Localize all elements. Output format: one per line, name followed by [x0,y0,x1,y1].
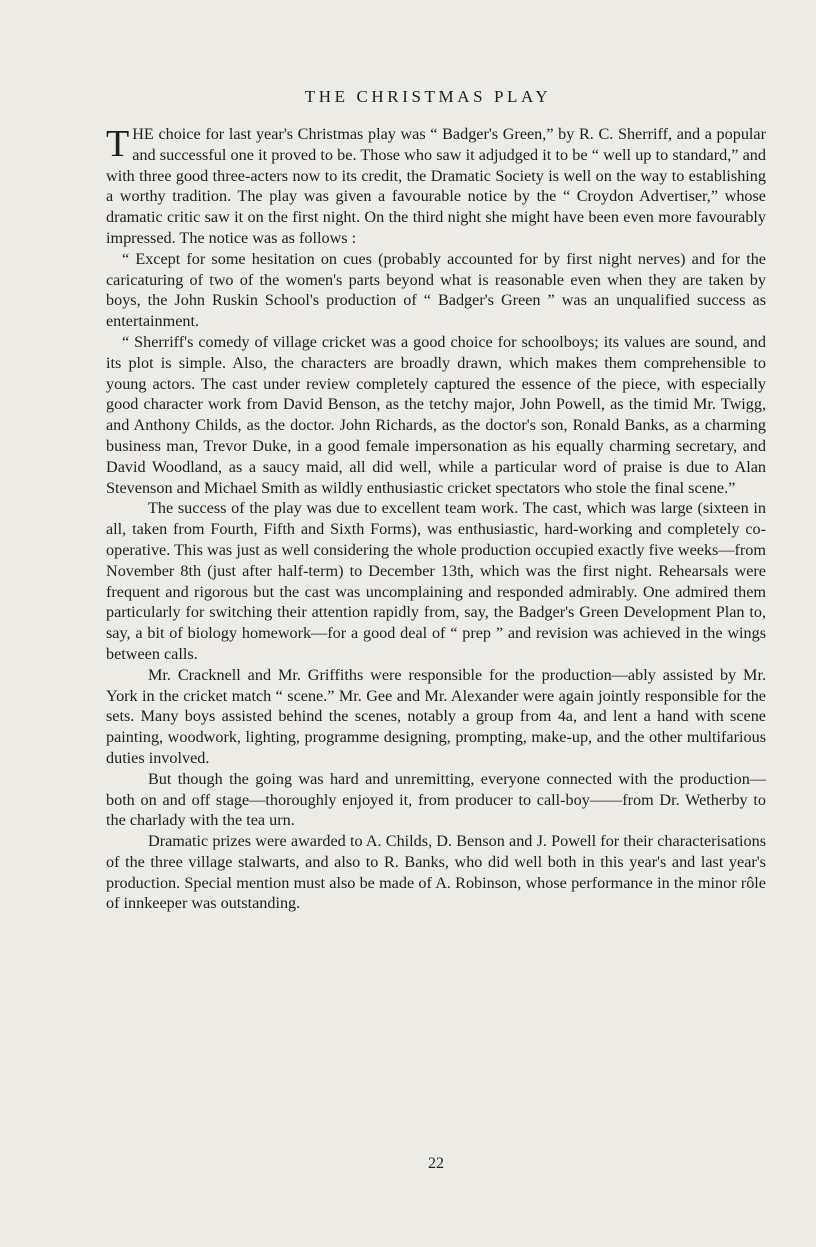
paragraph-intro-text: HE choice for last year's Christmas play was “ Badger's Green,” by R. C. Sherriff, and a popular and successful one it proved to be. Those who saw it adjudged it to be “ well up to standard,” and with three good three-acters now to its credit, the Dramatic Society is well on the way to establishing a worthy tradition. The play was given a favourable notice by the “ Croydon Advertiser,” whose dramatic critic saw it on the first night. On the third night she might have been even more favourably impressed. The notice was as follows : [106,125,766,247]
paragraph-production: Mr. Cracknell and Mr. Griffiths were responsible for the production—ably assisted by Mr. York in the cricket match “ scene.” Mr. Gee and Mr. Alexander were again jointly responsible for the sets. Many boys assisted behind the scenes, notably a group from 4a, and lent a hand with scene painting, woodwork, lighting, programme designing, prompting, make-up, and the other multifarious duties involved. [106,665,766,767]
drop-cap: T [106,123,130,165]
paragraph-team-work: The success of the play was due to excellent team work. The cast, which was large (sixteen in all, taken from Fourth, Fifth and Sixth Forms), was enthusiastic, hard-working and completely co-operative. This was just as well considering the whole production occupied exactly five weeks—from November 8th (just after half-term) to December 13th, which was the first night. Rehearsals were frequent and rigorous but the cast was uncomplaining and responded admirably. One admired them particularly for switching their attention rapidly from, say, the Badger's Green Development Plan to, say, a bit of biology homework—for a good deal of “ prep ” and revision was achieved in the wings between calls. [106,499,766,663]
page-number: 22 [428,1155,444,1172]
paragraph-intro [106,124,766,249]
paragraph-enjoyment: But though the going was hard and unremitting, everyone connected with the production—both on and off stage—thoroughly enjoyed it, from producer to call-boy——from Dr. Wetherby to the charlady with the tea urn. [106,769,766,830]
paragraph-prizes: Dramatic prizes were awarded to A. Childs, D. Benson and J. Powell for their characterisations of the three village stalwarts, and also to R. Banks, who did well both in this year's and last year's production. Special mention must also be made of A. Robinson, whose performance in the minor rôle of innkeeper was outstanding. [106,832,766,913]
paragraph-quote-2: “ Sherriff's comedy of village cricket was a good choice for schoolboys; its values are sound, and its plot is simple. Also, the characters are broadly drawn, which makes them comprehensible to young actors. The cast under review completely captured the essence of the piece, with especially good character work from David Benson, as the tetchy major, John Powell, as the timid Mr. Twigg, and Anthony Childs, as the doctor. John Richards, as the doctor's son, Ronald Banks, as a charming business man, Trevor Duke, in a good female impersonation as his equally charming secretary, and David Woodland, as a saucy maid, all did well, while a particular word of praise is due to Alan Stevenson and Michael Smith as wildly enthusiastic cricket spectators who stole the final scene.” [106,332,766,497]
page-title: THE CHRISTMAS PLAY [304,87,552,106]
paragraph-quote-1: “ Except for some hesitation on cues (probably accounted for by first night nerves) and for the caricaturing of two of the women's parts beyond what is reasonable even when they are taken by boys, the John Ruskin School's production of “ Badger's Green ” was an unqualified success as entertainment. [106,249,766,331]
article-body [106,124,766,914]
